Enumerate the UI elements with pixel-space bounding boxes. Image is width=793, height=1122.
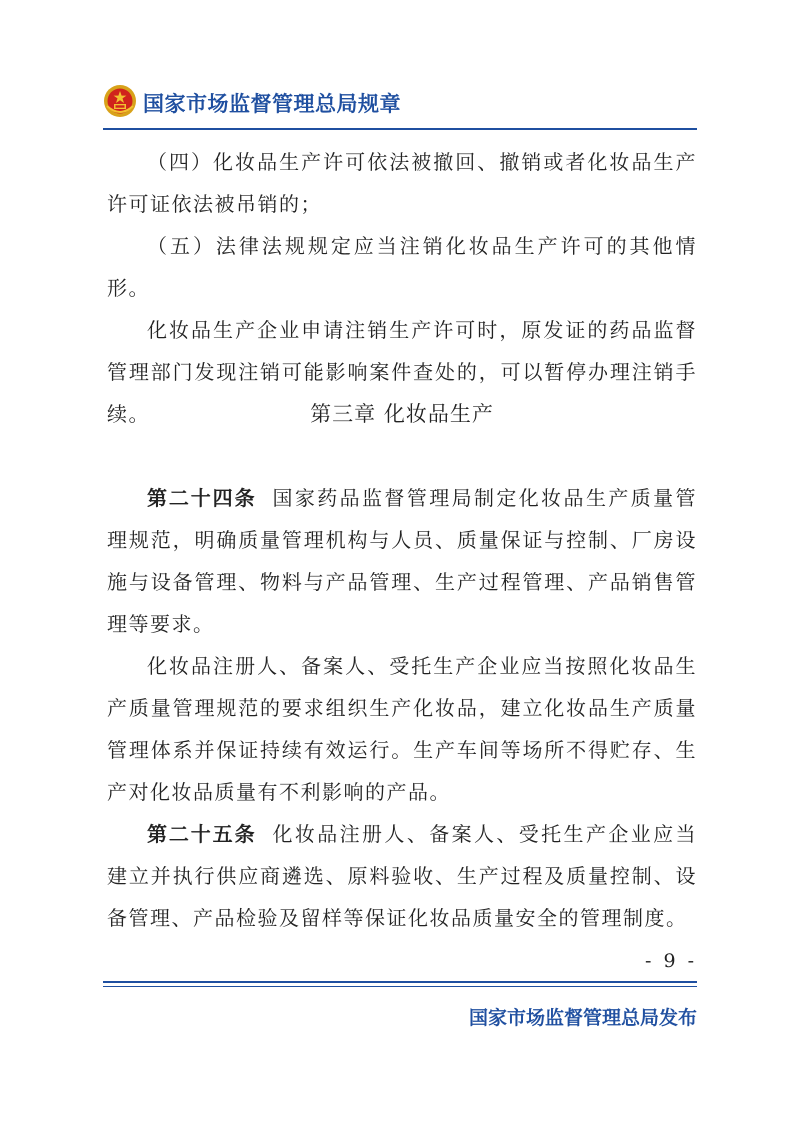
article-24: [107, 477, 697, 645]
footer-title: 国家市场监督管理总局发布: [468, 1007, 697, 1029]
article-25-number: 第二十五条: [147, 822, 257, 846]
chapter-title: 第三章 化妆品生产: [310, 402, 494, 426]
paragraph-deregistration: 化妆品生产企业申请注销生产许可时，原发证的药品监督管理部门发现注销可能影响案件查处的，可以暂停办理注销手续。: [107, 318, 697, 426]
article-25-text: 化妆品注册人、备案人、受托生产企业应当建立并执行供应商遴选、原料验收、生产过程及质量控制、设备管理、产品检验及留样等保证化妆品质量安全的管理制度。: [107, 822, 698, 930]
national-emblem-icon: [103, 84, 137, 118]
section-a: [107, 141, 697, 435]
article-24-number: 第二十四条: [147, 486, 257, 510]
paragraph-item-5: （五）法律法规规定应当注销化妆品生产许可的其他情形。: [107, 234, 697, 300]
page-number: - 9 -: [644, 950, 697, 972]
footer-divider: [103, 981, 697, 983]
article-24-text: 国家药品监督管理局制定化妆品生产质量管理规范，明确质量管理机构与人员、质量保证与控制、厂房设施与设备管理、物料与产品管理、生产过程管理、产品销售管理等要求。: [107, 486, 698, 636]
page-header: [103, 78, 697, 128]
header-divider: [103, 128, 697, 130]
footer-divider-thin: [103, 986, 697, 987]
section-b: [107, 477, 697, 939]
header-title: 国家市场监督管理总局规章: [143, 92, 401, 116]
article-25: [107, 813, 697, 939]
article-24-paragraph-2: 化妆品注册人、备案人、受托生产企业应当按照化妆品生产质量管理规范的要求组织生产化妆品，建立化妆品生产质量管理体系并保证持续有效运行。生产车间等场所不得贮存、生产对化妆品质量有不利影响的产品。: [107, 654, 697, 804]
paragraph-item-4: （四）化妆品生产许可依法被撤回、撤销或者化妆品生产许可证依法被吊销的；: [107, 150, 697, 216]
